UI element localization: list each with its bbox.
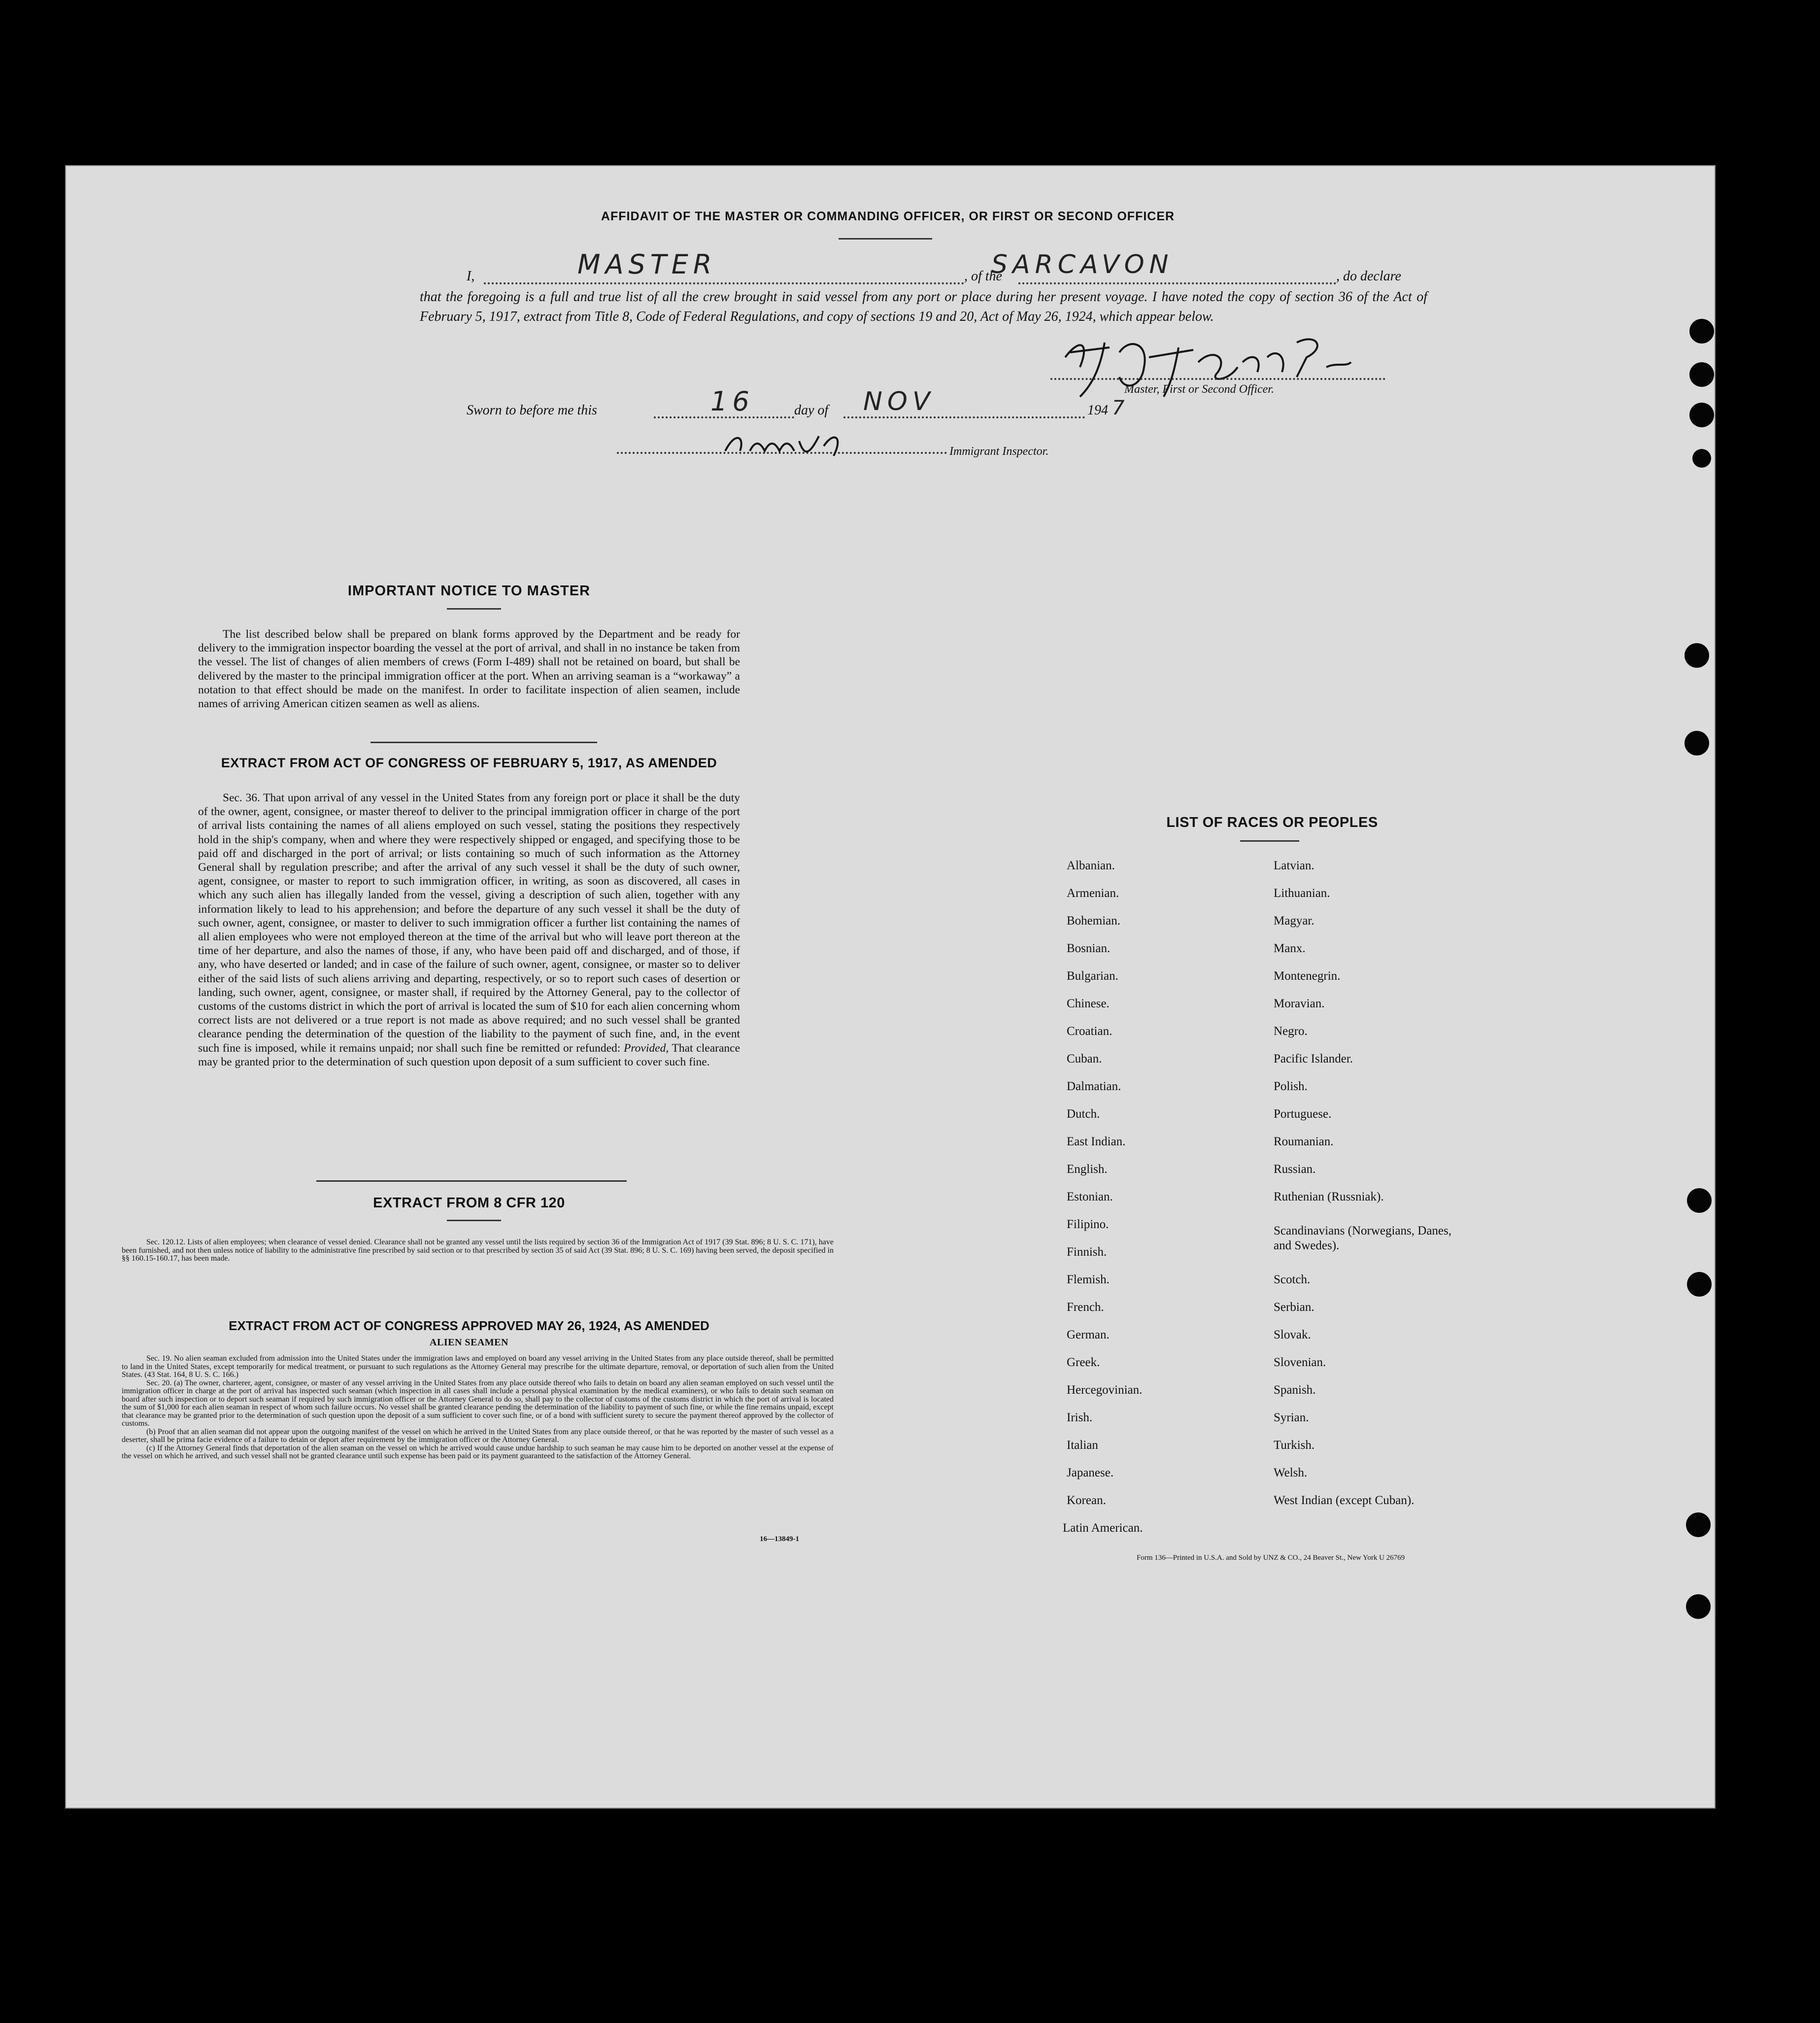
vessel-name-handwritten: SARCAVON	[991, 250, 1174, 279]
punch-hole	[1687, 1272, 1712, 1297]
year-handwritten: 7	[1112, 397, 1125, 419]
section-36-text-end: That clearance may be granted prior to the determination of such question upon deposit of a sum sufficient to cover such fine.	[198, 1041, 740, 1068]
form-code: 16—13849-1	[760, 1535, 799, 1543]
race-item: Pacific Islander.	[1274, 1052, 1353, 1065]
race-item: East Indian.	[1067, 1135, 1126, 1148]
master-name-handwritten: MASTER	[577, 249, 717, 280]
race-item: Magyar.	[1274, 914, 1314, 927]
race-item: Montenegrin.	[1274, 969, 1341, 983]
month-handwritten: NOV	[863, 387, 935, 416]
race-item: Korean.	[1067, 1494, 1106, 1507]
race-item: Dutch.	[1067, 1107, 1100, 1121]
provided-label: Provided,	[624, 1041, 669, 1055]
race-item: Turkish.	[1274, 1439, 1315, 1452]
race-item: Slovenian.	[1274, 1356, 1326, 1369]
race-item: West Indian (except Cuban).	[1274, 1494, 1415, 1507]
race-item: Armenian.	[1067, 887, 1119, 900]
race-item: Bohemian.	[1067, 914, 1121, 927]
day-handwritten: 16	[710, 386, 754, 417]
punch-hole	[1689, 319, 1714, 343]
document-page	[65, 165, 1716, 1809]
race-item: Flemish.	[1067, 1273, 1110, 1286]
of-the-label: , of the	[964, 269, 1002, 284]
race-item: Slovak.	[1274, 1328, 1311, 1341]
divider	[1240, 840, 1299, 842]
race-item: English.	[1067, 1163, 1108, 1176]
race-item: Italian	[1067, 1439, 1098, 1452]
race-item: Cuban.	[1067, 1052, 1102, 1065]
extract-1917-title: EXTRACT FROM ACT OF CONGRESS OF FEBRUARY 5, 1917, AS AMENDED	[221, 755, 717, 770]
race-item: Manx.	[1274, 942, 1306, 955]
section-19-text: Sec. 19. No alien seaman excluded from admission into the United States under the immigration laws and employed on board any vessel arriving in the United States from any place outside thereof, shall be permitted to land in the United States, except temporarily for medical treatment, or pursuant to such regulations as the Attorney General may prescribe for the ultimate departure, removal, or deportation of such alien from the United States. (43 Stat. 164, 8 U. S. C. 166.)	[122, 1354, 834, 1379]
race-item: Irish.	[1067, 1411, 1093, 1424]
inspector-caption: Immigrant Inspector.	[949, 445, 1049, 458]
race-item: Polish.	[1274, 1080, 1308, 1093]
race-item: Scandinavians (Norwegians, Danes, and Swedes).	[1274, 1224, 1452, 1252]
divider	[839, 238, 932, 240]
officer-signature	[1050, 328, 1376, 411]
race-item: Latin American.	[1063, 1521, 1143, 1535]
race-item: Estonian.	[1067, 1190, 1113, 1203]
punch-hole	[1686, 1512, 1711, 1537]
section-20a-text: Sec. 20. (a) The owner, charterer, agent, consignee, or master of any vessel arriving in the United States from any place outside thereof who fails to detain on board any alien seaman employed on such vessel until the immigration officer in charge at the port of arrival has inspected such seaman (which inspection in all cases shall include a personal physical examination by the medical examiners), or who fails to detain such seaman on board after such inspection or to deport such seaman if required by such immigration officer or the Attorney General to do so, shall pay to the collector of customs of the customs district in which the port of arrival is located the sum of $1,000 for each alien seaman in respect of whom such failure occurs. No vessel shall be granted clearance pending the determination of the liability to payment of such fine, or while the fine remains unpaid, except that clearance may be granted prior to the determination of such question upon the deposit of a sum sufficient to cover such fine, or of a bond with sufficient surety to secure the payment thereof approved by the collector of customs.	[122, 1378, 834, 1428]
section-20c-text: (c) If the Attorney General finds that deportation of the alien seaman on the vessel on which he arrived would cause undue hardship to such seaman he may cause him to be deported on another vessel at the expense of the vessel on which he arrived, and such vessel shall not be granted clearance until such expense has been paid or its payment guaranteed to the satisfaction of the Attorney General.	[122, 1443, 834, 1460]
divider	[371, 742, 597, 743]
race-item: Albanian.	[1067, 859, 1115, 872]
race-item: Russian.	[1274, 1163, 1316, 1176]
extract-cfr-body: Sec. 120.12. Lists of alien employees; when clearance of vessel denied. Clearance shall not be granted any vessel until the lists required by section 36 of the Immigration Act of 1917 (39 Stat. 896; 8 U. S. C. 171), have been furnished, and not then unless notice of liability to the administrative fine prescribed by said section or to that prescribed by section 35 of said Act (39 Stat. 896; 8 U. S. C. 169) having been served, the deposit specified in §§ 160.15-160.17, has been made.	[122, 1238, 834, 1263]
affidavit-body: that the foregoing is a full and true list of all the crew brought in said vessel from any port or place during her present voyage. I have noted the copy of section 36 of the Act of February 5, 1917, extract from Title 8, Code of Federal Regulations, and copy of sections 19 and 20, Act of May 26, 1924, which appear below.	[420, 289, 1427, 324]
extract-cfr-title: EXTRACT FROM 8 CFR 120	[373, 1195, 565, 1211]
inspector-signature	[720, 426, 868, 461]
race-item: German.	[1067, 1328, 1110, 1341]
punch-hole	[1686, 1594, 1711, 1619]
notice-title: IMPORTANT NOTICE TO MASTER	[347, 583, 591, 599]
vessel-line	[1018, 282, 1336, 284]
signature-line	[1050, 378, 1385, 380]
race-item: Latvian.	[1274, 859, 1314, 872]
divider	[447, 608, 501, 610]
race-item: Japanese.	[1067, 1466, 1114, 1479]
divider	[447, 1220, 501, 1221]
signature-caption: Master, First or Second Officer.	[1124, 383, 1274, 396]
race-item: Lithuanian.	[1274, 887, 1330, 900]
punch-hole	[1685, 731, 1709, 755]
punch-hole	[1689, 403, 1714, 427]
notice-body: The list described below shall be prepared on blank forms approved by the Department and be ready for delivery to the immigration inspector boarding the vessel at the port of arrival, and shall in no instance be taken from the vessel. The list of changes of alien members of crews (Form I-489) shall not be retained on board, but shall be delivered by the master to the principal immigration officer at the port. When an arriving seaman is a “workaway” a notation to that effect should be made on the manifest. In order to facilitate inspection of alien seamen, include names of arriving American citizen seamen as well as aliens.	[198, 628, 740, 711]
race-item: Finnish.	[1067, 1245, 1107, 1259]
race-item: Croatian.	[1067, 1025, 1112, 1038]
race-item: Serbian.	[1274, 1301, 1314, 1314]
extract-1924-body	[122, 1355, 834, 1461]
race-item: Greek.	[1067, 1356, 1100, 1369]
affidavit-i-label: I,	[467, 269, 475, 284]
alien-seamen-subtitle: ALIEN SEAMEN	[430, 1337, 508, 1348]
race-item: French.	[1067, 1301, 1104, 1314]
race-item: Bosnian.	[1067, 942, 1111, 955]
month-line	[843, 416, 1085, 418]
race-item: Syrian.	[1274, 1411, 1309, 1424]
race-item: Welsh.	[1274, 1466, 1308, 1479]
race-item: Chinese.	[1067, 997, 1110, 1010]
race-item: Hercegovinian.	[1067, 1383, 1143, 1397]
punch-hole	[1685, 643, 1709, 668]
name-line	[484, 282, 964, 284]
punch-hole	[1689, 362, 1714, 387]
day-of-label: day of	[794, 403, 829, 418]
race-item: Scotch.	[1274, 1273, 1311, 1286]
race-item: Moravian.	[1274, 997, 1325, 1010]
section-36-text: That upon arrival of any vessel in the United States from any foreign port or place it shall be the duty of the owner, agent, consignee, or master thereof to deliver to the principal immigration officer in charge of the port of arrival lists containing the names of all aliens employed on such vessel, stating the positions they respectively hold in the ship's company, when and where they were respectively shipped or engaged, and specifying those to be paid off and discharged in the port of arrival; or lists containing so much of such information as the Attorney General shall by regulation prescribe; and after the arrival of any such vessel it shall be the duty of such owner, agent, consignee, or master to report to such immigration officer, in writing, as soon as discovered, all cases in which any such alien has illegally landed from the vessel, giving a description of such alien, together with any information likely to lead to his apprehension; and before the departure of any such vessel it shall be the duty of such owner, agent, consignee, or master to deliver to such immigration officer a further list containing the names of all alien employees who were not employed thereon at the time of the arrival but who will leave port thereon at the time of her departure, and also the names of those, if any, who have been paid off and discharged, and of those, if any, who have deserted or landed; and in case of the failure of such owner, agent, consignee, or master so to deliver either of the said lists of such aliens arriving and departing, respectively, or so to report such cases of desertion or landing, such owner, agent, consignee, or master shall, if required by the Attorney General, pay to the collector of customs of the customs district in which the port of arrival is located the sum of $10 for each alien concerning whom correct lists are not delivered or a true report is not made as above required; and no such vessel shall be granted clearance pending the determination of the question of the liability to the payment of such fine, and, in the event such fine is imposed, while it remains unpaid; nor shall such fine be remitted or refunded:	[198, 791, 740, 1055]
race-item: Filipino.	[1067, 1218, 1109, 1231]
race-item: Roumanian.	[1274, 1135, 1334, 1148]
form-printer-note: Form 136—Printed in U.S.A. and Sold by UNZ & CO., 24 Beaver St., New York U 26769	[1137, 1554, 1405, 1562]
race-item: Spanish.	[1274, 1383, 1316, 1397]
races-title: LIST OF RACES OR PEOPLES	[1166, 815, 1378, 830]
section-20b-text: (b) Proof that an alien seaman did not appear upon the outgoing manifest of the vessel on which he arrived in the United States from any place outside thereof, or that he was reported by the master of such vessel as a deserter, shall be prima facie evidence of a failure to detain or deport after requirement by the immigration officer or the Attorney General.	[122, 1427, 834, 1444]
extract-1917-body	[198, 791, 740, 1069]
punch-hole	[1687, 1188, 1712, 1213]
race-item: Ruthenian (Russniak).	[1274, 1190, 1384, 1203]
section-36-label: Sec. 36.	[223, 791, 260, 804]
year-printed: 194	[1087, 403, 1108, 418]
punch-hole	[1692, 449, 1711, 468]
race-item: Portuguese.	[1274, 1107, 1332, 1121]
do-declare-label: , do declare	[1336, 269, 1401, 284]
race-item: Dalmatian.	[1067, 1080, 1121, 1093]
sworn-label: Sworn to before me this	[467, 403, 597, 418]
race-item: Bulgarian.	[1067, 969, 1118, 983]
affidavit-title: AFFIDAVIT OF THE MASTER OR COMMANDING OFFICER, OR FIRST OR SECOND OFFICER	[601, 209, 1175, 223]
divider	[316, 1180, 627, 1182]
extract-1924-title: EXTRACT FROM ACT OF CONGRESS APPROVED MAY 26, 1924, AS AMENDED	[229, 1318, 709, 1333]
race-item: Negro.	[1274, 1025, 1308, 1038]
